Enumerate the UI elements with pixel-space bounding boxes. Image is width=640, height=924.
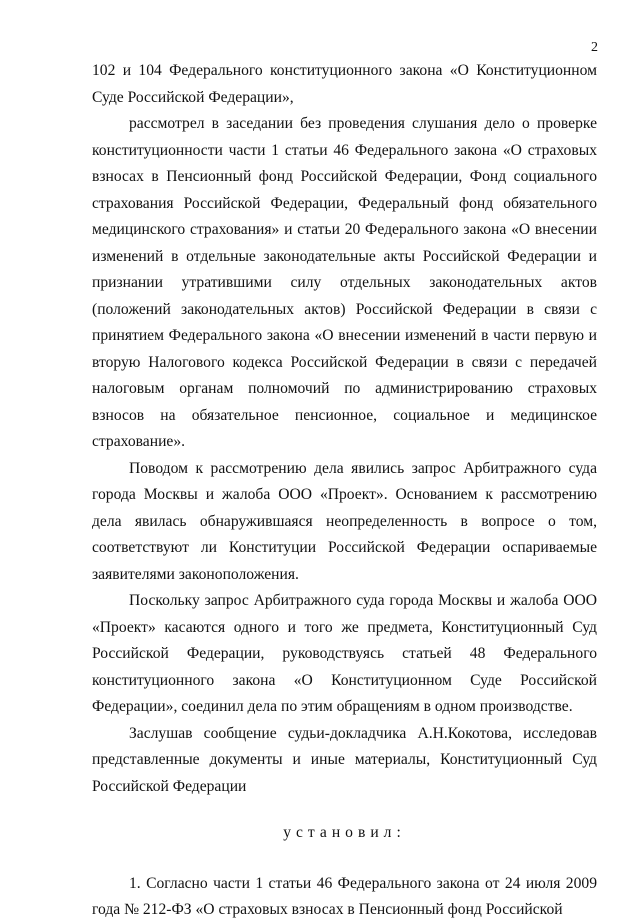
paragraph-heard: Заслушав сообщение судьи-докладчика А.Н.Кокотова, исследовав представленные документы и иные материалы, Конституционный Суд Российской Федерации <box>92 724 597 795</box>
paragraph-point-1: 1. Согласно части 1 статьи 46 Федерального закона от 24 июля 2009 года № 212-ФЗ «О страховых взносах в Пенсионный фонд Российской <box>92 874 597 918</box>
paragraph-joinder: Поскольку запрос Арбитражного суда города Москвы и жалоба ООО «Проект» касаются одного и того же предмета, Конституционный Суд Российской Федерации, руководствуясь статьей 48 Федерального конституционного закона «О Конституционном Суде Российской Федерации», соединил дела по этим обращениям в одном производстве. <box>92 592 597 715</box>
intro-paragraph: 102 и 104 Федерального конституционного закона «О Конституционном Суде Российской Федерации», <box>92 62 597 106</box>
paragraph-grounds: Поводом к рассмотрению дела явились запрос Арбитражного суда города Москвы и жалоба ООО «Проект». Основанием к рассмотрению дела явилась обнаружившаяся неопределенность в вопросе о том, соответствуют ли Конституции Российской Федерации оспариваемые заявителями законоположения. <box>92 459 597 583</box>
page-number: 2 <box>591 40 598 55</box>
paragraph-considered: рассмотрел в заседании без проведения слушания дело о проверке конституционности части 1 статьи 46 Федерального закона «О страховых взносах в Пенсионный фонд Российской Федерации, Фонд социального страхования Российской Федерации, Федеральный фонд обязательного медицинского страхования» и статьи 20 Федерального закона «О внесении изменений в отдельные законодательные акты Российской Федерации и признании утратившими силу отдельных законодательных актов (положений законодательных актов) Российской Федерации в связи с принятием Федерального закона «О внесении изменений в части первую и вторую Налогового кодекса Российской Федерации в связи с передачей налоговым органам полномочий по администрированию страховых взносов на обязательное пенсионное, социальное и медицинское страхование». <box>92 115 597 450</box>
established-heading: установил: <box>283 824 406 841</box>
document-body <box>92 58 597 924</box>
